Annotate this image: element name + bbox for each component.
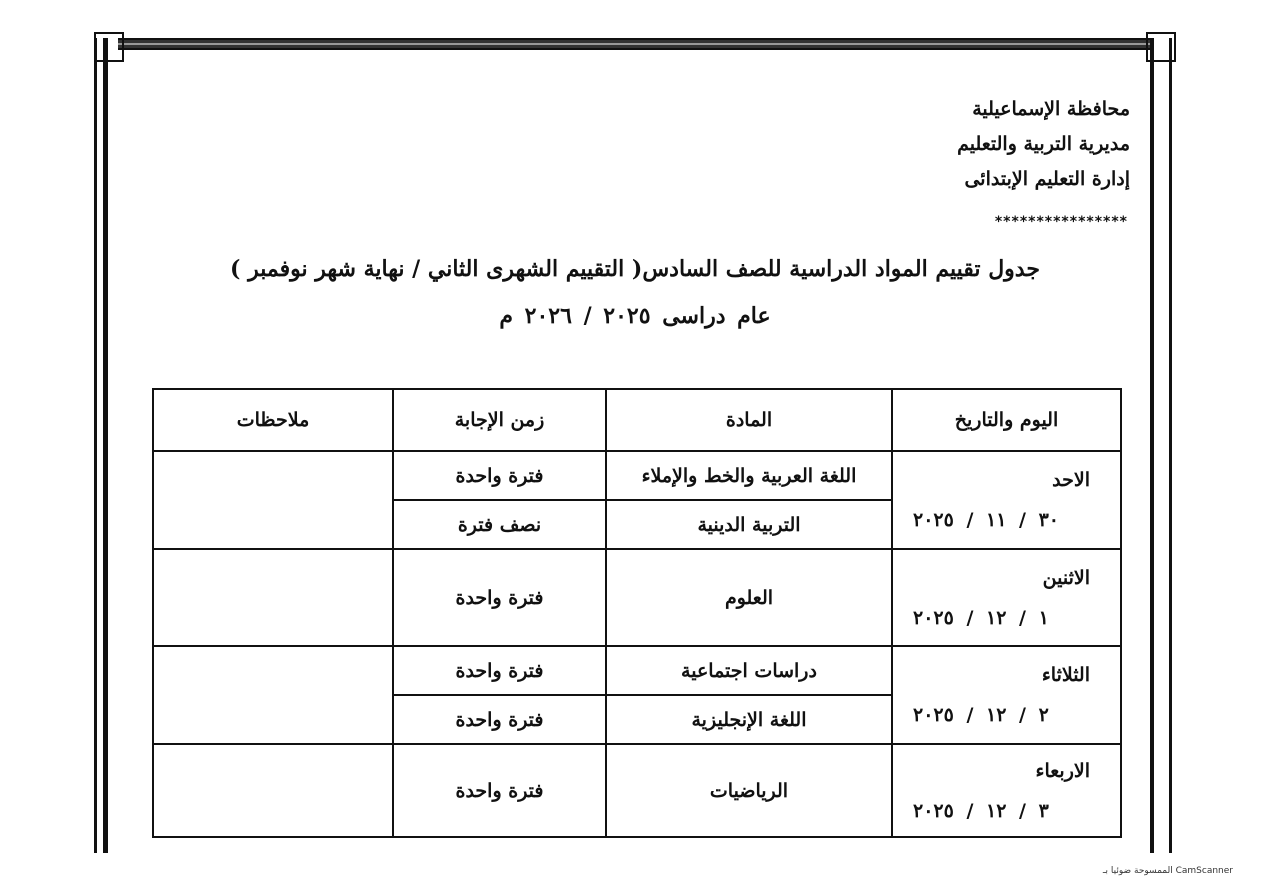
exam-date: ١ / ١٢ / ٢٠٢٥ [913,606,1049,629]
notes-cell [153,744,393,837]
header-notes: ملاحظات [153,389,393,451]
separator-stars: **************** [994,214,1128,230]
day-date-cell [892,646,1121,744]
day-date-cell [892,549,1121,646]
border-corner-ornament [94,32,124,62]
duration-cell: فترة واحدة [393,695,606,744]
table-header-row [153,389,1121,451]
subject-cell: العلوم [606,549,892,646]
page-border-left [94,38,108,853]
table-row [153,646,1121,695]
exam-date: ٣ / ١٢ / ٢٠٢٥ [913,799,1049,822]
exam-schedule-table [152,388,1122,838]
table-row [153,744,1121,837]
day-name: الثلاثاء [1041,664,1090,686]
scanner-watermark: الممسوحة ضوئيا بـ CamScanner [1102,866,1233,876]
page-border-top [118,38,1152,50]
exam-date: ٢ / ١٢ / ٢٠٢٥ [913,704,1049,726]
document-title: جدول تقييم المواد الدراسية للصف السادس( التقييم الشهرى الثاني / نهاية شهر نوفمبر ) [230,256,1040,282]
subject-cell: اللغة العربية والخط والإملاء [606,451,892,500]
day-date-cell [892,744,1121,837]
border-corner-ornament [1146,32,1176,62]
notes-cell [153,646,393,744]
duration-cell: فترة واحدة [393,451,606,500]
subject-cell: اللغة الإنجليزية [606,695,892,744]
table-row [153,549,1121,646]
subject-cell: دراسات اجتماعية [606,646,892,695]
header-subject: المادة [606,389,892,451]
day-date-cell [892,451,1121,549]
page-border-right [1150,38,1172,853]
notes-cell [153,451,393,549]
directorate-name: مديرية التربية والتعليم [957,133,1130,155]
administration-name: إدارة التعليم الإبتدائى [964,168,1130,190]
day-name: الاربعاء [1035,759,1090,782]
governorate-name: محافظة الإسماعيلية [972,98,1130,120]
duration-cell: فترة واحدة [393,549,606,646]
duration-cell: فترة واحدة [393,744,606,837]
header-day-date: اليوم والتاريخ [892,389,1121,451]
exam-date: ٣٠ / ١١ / ٢٠٢٥ [913,509,1060,531]
academic-year: عام دراسى ٢٠٢٥ / ٢٠٢٦ م [499,303,771,329]
header-duration: زمن الإجابة [393,389,606,451]
letterhead [957,92,1130,197]
duration-cell: نصف فترة [393,500,606,549]
subject-cell: التربية الدينية [606,500,892,549]
duration-cell: فترة واحدة [393,646,606,695]
notes-cell [153,549,393,646]
day-name: الاثنين [1042,566,1090,589]
table-row [153,451,1121,500]
subject-cell: الرياضيات [606,744,892,837]
day-name: الاحد [1052,469,1090,491]
